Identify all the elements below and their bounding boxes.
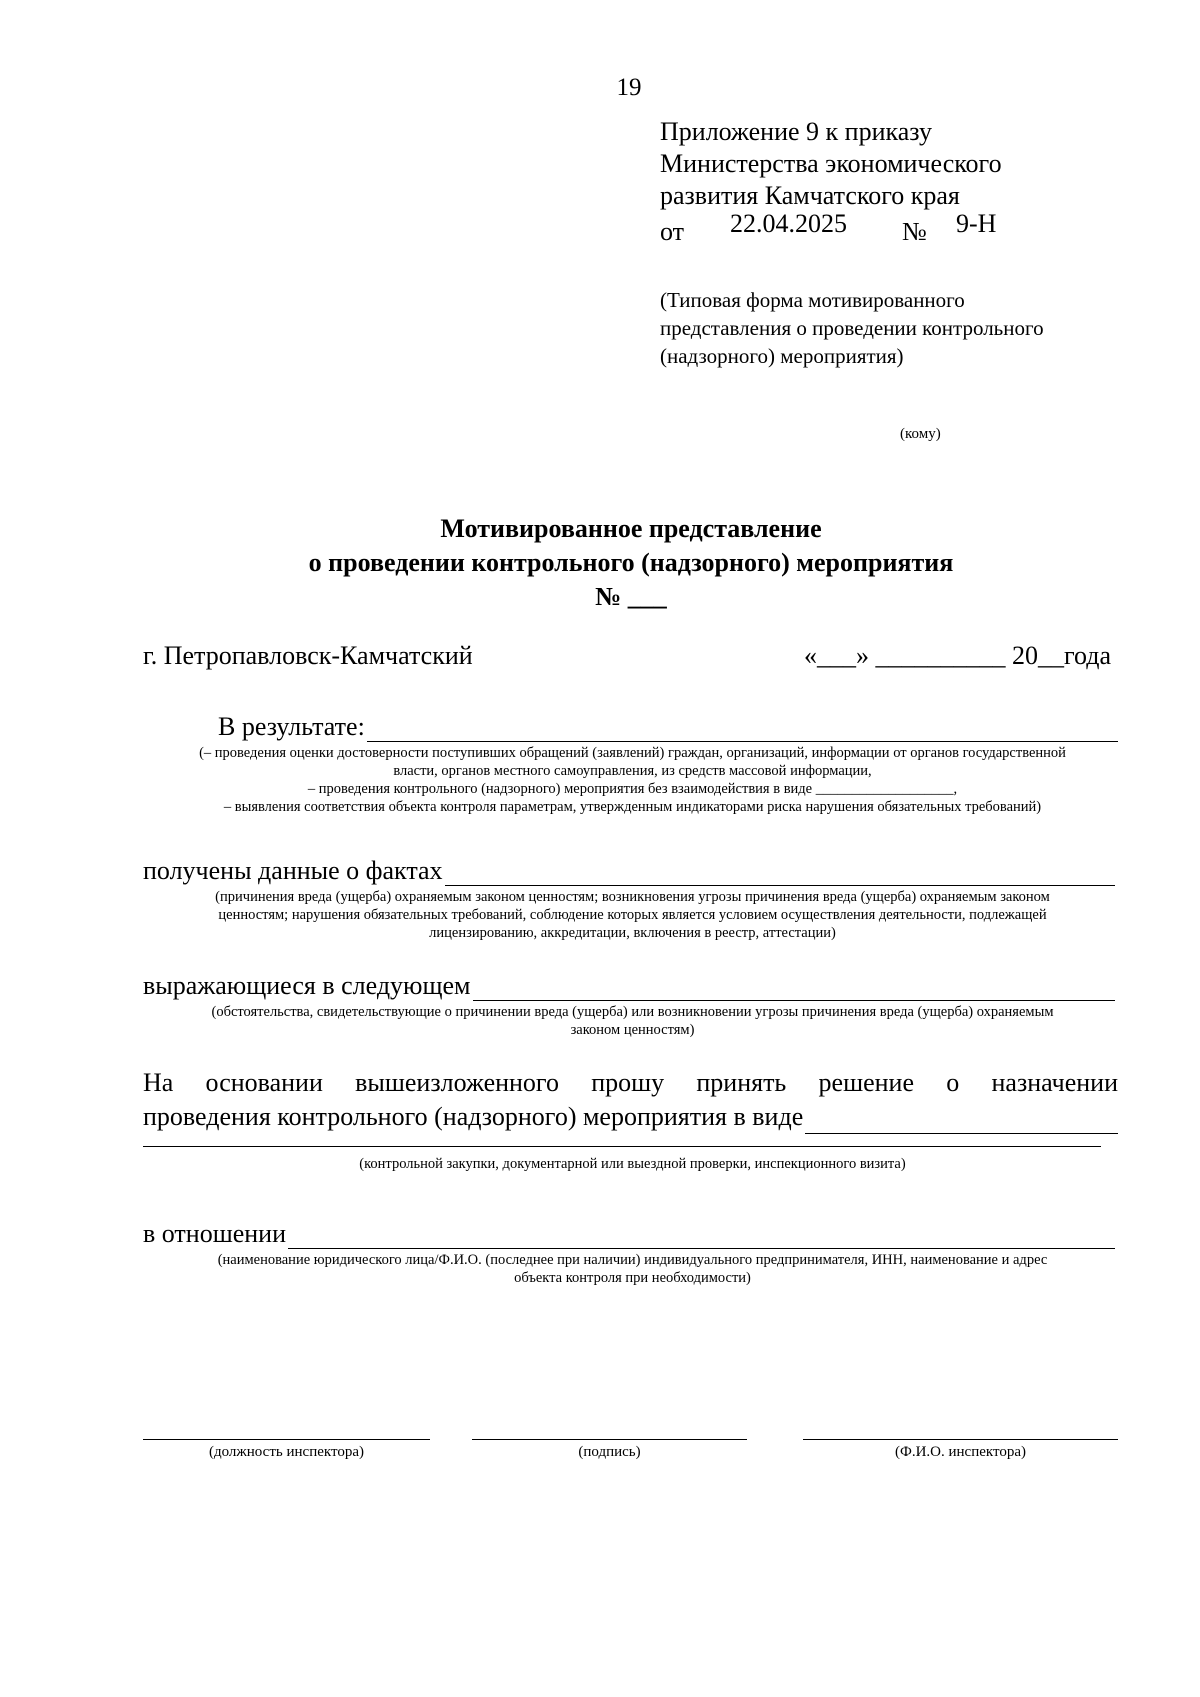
request-type-input-line-2[interactable] xyxy=(143,1146,1101,1147)
result-note-line-4: – выявления соответствия объекта контроля параметрам, утвержденным индикаторами риска нарушения обязательных требований) xyxy=(223,799,1042,815)
page-number: 19 xyxy=(616,74,642,101)
result-input-line[interactable] xyxy=(367,717,1118,742)
expressed-field xyxy=(143,971,1115,1001)
appendix-line-3: развития Камчатского края xyxy=(660,181,960,210)
order-from-label: от xyxy=(660,217,685,246)
document-title xyxy=(0,512,1200,614)
city-name: г. Петропавловск-Камчатский xyxy=(143,641,473,670)
signature-sign[interactable] xyxy=(472,1439,747,1461)
signature-position[interactable] xyxy=(143,1439,430,1461)
typical-form-note xyxy=(660,286,1044,370)
signature-sign-caption: (подпись) xyxy=(578,1444,641,1460)
facts-input-line[interactable] xyxy=(445,861,1115,886)
request-note-line: (контрольной закупки, документарной или выездной проверки, инспекционного визита) xyxy=(359,1156,906,1172)
request-type-input-line[interactable] xyxy=(805,1109,1118,1134)
title-line-1: Мотивированное представление xyxy=(440,514,822,543)
typical-form-line-1: (Типовая форма мотивированного xyxy=(660,288,965,312)
regarding-note xyxy=(140,1251,1125,1287)
request-note xyxy=(140,1155,1125,1173)
regarding-note-line-2: объекта контроля при необходимости) xyxy=(514,1270,751,1286)
expressed-note xyxy=(140,1003,1125,1039)
appendix-line-2: Министерства экономического xyxy=(660,149,1002,178)
result-note-line-2: власти, органов местного самоуправления, из средств массовой информации, xyxy=(393,763,872,779)
regarding-input-line[interactable] xyxy=(288,1224,1115,1249)
facts-note-line-1: (причинения вреда (ущерба) охраняемым законом ценностям; возникновения угрозы причинения вреда (ущерба) охраняемым законом xyxy=(215,889,1050,905)
result-note xyxy=(140,744,1125,816)
expressed-note-line-2: законом ценностям) xyxy=(570,1022,695,1038)
facts-field xyxy=(143,856,1115,886)
expressed-note-line-1: (обстоятельства, свидетельствующие о причинении вреда (ущерба) или возникновении угрозы причинения вреда (ущерба) охраняемым xyxy=(211,1004,1054,1020)
date-template[interactable]: «___» __________ 20__года xyxy=(803,641,1111,670)
result-note-line-3: – проведения контрольного (надзорного) мероприятия без взаимодействия в виде ___________________, xyxy=(307,781,958,797)
request-line-2-row xyxy=(143,1100,1118,1134)
typical-form-line-2: представления о проведении контрольного xyxy=(660,316,1044,340)
title-number: № ___ xyxy=(595,582,667,611)
request-line-1: На основании вышеизложенного прошу принять решение о назначении xyxy=(143,1068,1118,1097)
appendix-line-1: Приложение 9 к приказу xyxy=(660,117,933,146)
request-paragraph xyxy=(143,1066,1118,1134)
regarding-field xyxy=(143,1219,1115,1249)
typical-form-line-3: (надзорного) мероприятия) xyxy=(660,344,904,368)
signature-name[interactable] xyxy=(803,1439,1118,1461)
facts-note-line-3: лицензированию, аккредитации, включения в реестр, аттестации) xyxy=(429,925,836,941)
result-field xyxy=(218,712,1118,742)
result-note-line-1: (– проведения оценки достоверности поступивших обращений (заявлений) граждан, организаций, информации от органов государственной xyxy=(199,745,1066,761)
recipient-caption: (кому) xyxy=(900,426,941,442)
appendix-header xyxy=(660,116,1002,246)
result-label: В результате: xyxy=(218,712,365,741)
order-number-label: № xyxy=(902,217,927,246)
request-line-2: проведения контрольного (надзорного) мероприятия в виде xyxy=(143,1102,804,1131)
facts-note-line-2: ценностям; нарушения обязательных требований, соблюдение которых является условием осуществления деятельности, подлежащей xyxy=(218,907,1047,923)
order-row xyxy=(660,209,1002,246)
regarding-label: в отношении xyxy=(143,1219,287,1248)
order-date: 22.04.2025 xyxy=(730,209,847,238)
expressed-label: выражающиеся в следующем xyxy=(143,971,471,1000)
order-number: 9-Н xyxy=(956,209,997,238)
signature-name-caption: (Ф.И.О. инспектора) xyxy=(894,1444,1026,1460)
signature-position-caption: (должность инспектора) xyxy=(209,1444,364,1460)
title-line-2: о проведении контрольного (надзорного) мероприятия xyxy=(308,548,954,577)
place-date-row xyxy=(143,641,1111,675)
facts-label: получены данные о фактах xyxy=(143,856,443,885)
expressed-input-line[interactable] xyxy=(473,976,1116,1001)
regarding-note-line-1: (наименование юридического лица/Ф.И.О. (последнее при наличии) индивидуального предпринимателя, ИНН, наименование и адрес xyxy=(217,1252,1048,1268)
facts-note xyxy=(140,888,1125,942)
